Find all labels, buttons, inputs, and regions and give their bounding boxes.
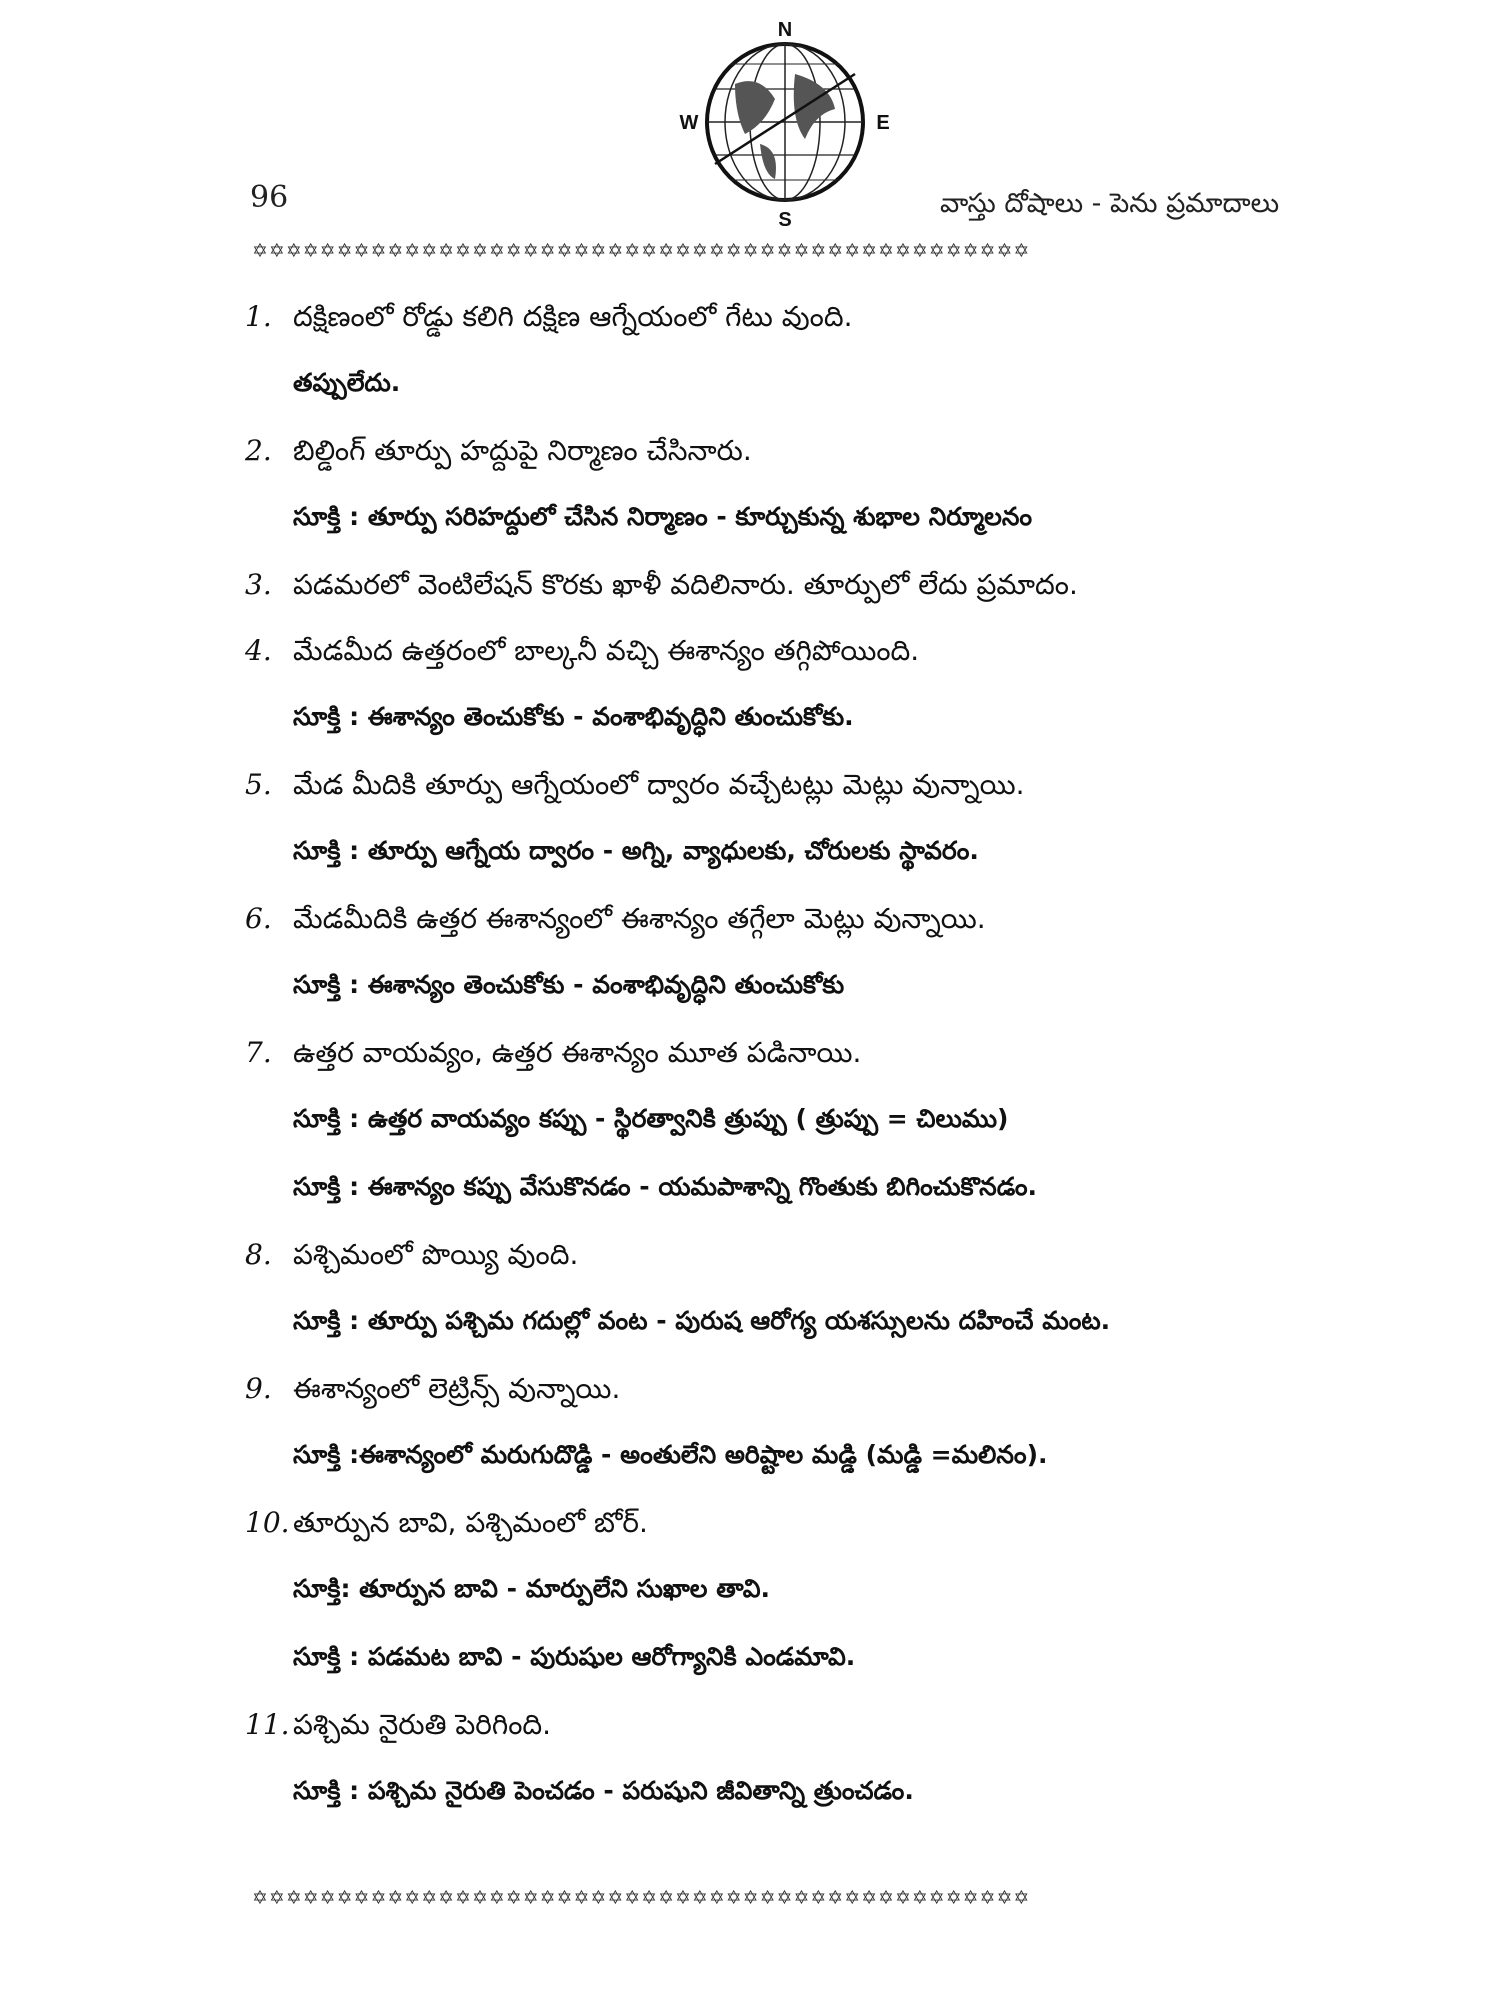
entry-text: మేడ మీదికి తూర్పు ఆగ్నేయంలో ద్వారం వచ్చేటట్లు మెట్లు వున్నాయి. — [293, 768, 1025, 801]
entry-10 — [245, 1506, 1325, 1572]
entry-text: పశ్చిమంలో పొయ్యి వుంది. — [293, 1238, 579, 1271]
entry-number: 11. — [245, 1708, 290, 1741]
compass-w-label: W — [679, 112, 699, 134]
entry-11-note-1: సూక్తి : పశ్చిమ నైరుతి పెంచడం - పరుషుని జీవితాన్ని త్రుంచడం. — [293, 1776, 914, 1805]
compass-e-label: E — [876, 112, 890, 134]
entry-2 — [245, 434, 1325, 500]
compass-n-label: N — [777, 19, 793, 41]
entry-2-note-1: సూక్తి : తూర్పు సరిహద్దులో చేసిన నిర్మాణం - కూర్చుకున్న శుభాల నిర్మూలనం — [293, 502, 1033, 531]
entry-1 — [245, 300, 1325, 366]
entry-number: 2. — [245, 434, 272, 467]
entry-6 — [245, 902, 1325, 968]
ornament-divider-bottom: ✡✡✡✡✡✡✡✡✡✡✡✡✡✡✡✡✡✡✡✡✡✡✡✡✡✡✡✡✡✡✡✡✡✡✡✡✡✡✡✡✡✡✡✡✡✡ — [252, 1887, 1031, 1909]
entry-number: 5. — [245, 768, 272, 801]
entry-text: పశ్చిమ నైరుతి పెరిగింది. — [293, 1708, 552, 1741]
entry-text: బిల్డింగ్ తూర్పు హద్దుపై నిర్మాణం చేసినారు. — [293, 434, 752, 467]
entry-number: 6. — [245, 902, 272, 935]
entry-10-note-2: సూక్తి : పడమట బావి - పురుషుల ఆరోగ్యానికి ఎండమావి. — [293, 1642, 856, 1671]
entry-text: మేడమీద ఉత్తరంలో బాల్కనీ వచ్చి ఈశాన్యం తగ్గిపోయింది. — [293, 634, 920, 667]
entry-8 — [245, 1238, 1325, 1304]
entry-number: 9. — [245, 1372, 272, 1405]
entry-5-note-1: సూక్తి : తూర్పు ఆగ్నేయ ద్వారం - అగ్ని, వ్యాధులకు, చోరులకు స్థావరం. — [293, 836, 979, 865]
entry-11 — [245, 1708, 1325, 1774]
entry-8-note-1: సూక్తి : తూర్పు పశ్చిమ గదుల్లో వంట - పురుష ఆరోగ్య యశస్సులను దహించే మంట. — [293, 1306, 1111, 1335]
entry-7-note-2: సూక్తి : ఈశాన్యం కప్పు వేసుకొనడం - యమపాశాన్ని గొంతుకు బిగించుకొనడం. — [293, 1172, 1038, 1201]
entry-9-note-1: సూక్తి :ఈశాన్యంలో మరుగుదొడ్డి - అంతులేని అరిష్టాల మడ్డి (మడ్డి =మలినం). — [293, 1440, 1048, 1469]
compass-s-label: S — [778, 209, 792, 231]
entry-text: ఉత్తర వాయవ్యం, ఉత్తర ఈశాన్యం మూత పడినాయి. — [293, 1036, 862, 1069]
entry-9 — [245, 1372, 1325, 1438]
ornament-divider-top: ✡✡✡✡✡✡✡✡✡✡✡✡✡✡✡✡✡✡✡✡✡✡✡✡✡✡✡✡✡✡✡✡✡✡✡✡✡✡✡✡✡✡✡✡✡✡ — [252, 240, 1031, 262]
entry-text: దక్షిణంలో రోడ్డు కలిగి దక్షిణ ఆగ్నేయంలో గేటు వుంది. — [293, 300, 853, 333]
entry-text: పడమరలో వెంటిలేషన్ కొరకు ఖాళీ వదిలినారు. తూర్పులో లేదు ప్రమాదం. — [293, 568, 1078, 601]
entry-3 — [245, 568, 1325, 634]
compass-globe-icon — [665, 14, 905, 234]
entry-7-note-1: సూక్తి : ఉత్తర వాయవ్యం కప్పు - స్థిరత్వానికి త్రుప్పు ( త్రుప్పు = చిలుము) — [293, 1104, 1009, 1133]
entry-number: 8. — [245, 1238, 272, 1271]
entry-number: 10. — [245, 1506, 290, 1539]
entry-7 — [245, 1036, 1325, 1102]
entry-5 — [245, 768, 1325, 834]
entry-10-note-1: సూక్తి: తూర్పున బావి - మార్పులేని సుఖాల తావి. — [293, 1574, 771, 1603]
entry-number: 7. — [245, 1036, 272, 1069]
running-header-title: వాస్తు దోషాలు - పెను ప్రమాదాలు — [940, 188, 1280, 219]
entry-list — [245, 300, 1325, 1842]
entry-4-note-1: సూక్తి : ఈశాన్యం తెంచుకోకు - వంశాభివృద్ధిని తుంచుకోకు. — [293, 702, 854, 731]
entry-number: 4. — [245, 634, 272, 667]
entry-text: ఈశాన్యంలో లెట్రిన్స్ వున్నాయి. — [293, 1372, 621, 1405]
entry-1-note-1: తప్పులేదు. — [293, 368, 401, 397]
entry-4 — [245, 634, 1325, 700]
entry-number: 1. — [245, 300, 272, 333]
entry-number: 3. — [245, 568, 272, 601]
entry-text: తూర్పున బావి, పశ్చిమంలో బోర్. — [293, 1506, 648, 1539]
entry-6-note-1: సూక్తి : ఈశాన్యం తెంచుకోకు - వంశాభివృద్ధిని తుంచుకోకు — [293, 970, 845, 999]
page-number: 96 — [250, 180, 289, 215]
entry-text: మేడమీదికి ఉత్తర ఈశాన్యంలో ఈశాన్యం తగ్గేలా మెట్లు వున్నాయి. — [293, 902, 986, 935]
